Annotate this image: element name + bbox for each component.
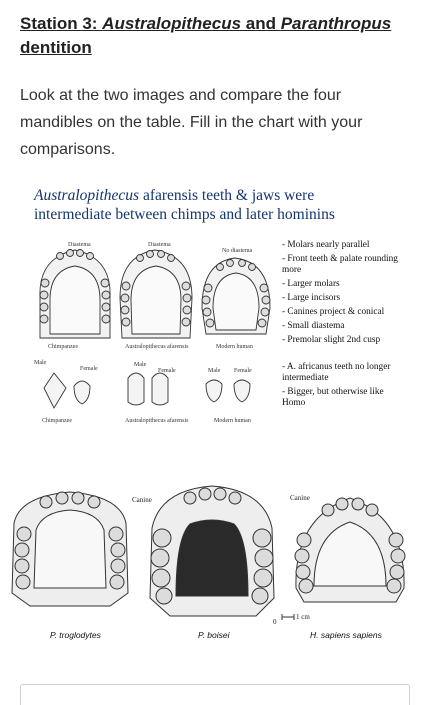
- title-text-2: and: [241, 14, 281, 33]
- label-female-3: Female: [234, 368, 252, 374]
- label-diastema-1: Diastema: [68, 242, 91, 248]
- palate-drawings: [30, 238, 282, 468]
- scale-bar: [282, 614, 294, 620]
- label-afarensis: Australopithecus afarensis: [125, 344, 189, 350]
- title-genus-2: Paranthropus: [280, 14, 392, 33]
- species-label-boisei: P. boisei: [198, 630, 230, 640]
- scale-zero: 0: [273, 618, 277, 626]
- afarensis-palate-drawing: [120, 250, 192, 338]
- label-chimpanzee: Chimpanzee: [48, 344, 78, 350]
- boisei-jaw-drawing: [150, 486, 274, 616]
- species-label-chimp: P. troglodytes: [50, 630, 101, 640]
- figure-title-genus: Australopithecus: [34, 187, 140, 204]
- canine-label-2: Canine: [290, 494, 310, 502]
- note-item: - Bigger, but otherwise like Homo: [282, 387, 384, 408]
- label-male-1: Male: [34, 360, 47, 366]
- note-item: - Large incisors: [282, 293, 341, 303]
- title-text-3: dentition: [20, 38, 92, 57]
- label-male-3: Male: [208, 368, 221, 374]
- label-modern-human: Modern human: [216, 344, 253, 350]
- mandible-drawings: [0, 478, 426, 628]
- figure-title-line2: intermediate between chimps and later hominins: [34, 206, 335, 223]
- chimp-jaw-drawing: [12, 492, 128, 606]
- label-female-2: Female: [158, 368, 176, 374]
- canine-label-1: Canine: [132, 496, 152, 504]
- chimp-palate-drawing: [40, 250, 110, 339]
- mandible-figure: [0, 478, 426, 653]
- scale-label: 1 cm: [296, 613, 310, 621]
- human-jaw-drawing: [295, 498, 405, 602]
- note-item: - Canines project & conical: [282, 307, 385, 317]
- comparison-figure: [24, 182, 404, 472]
- label-diastema-2: Diastema: [148, 242, 171, 248]
- label-female-1: Female: [80, 366, 98, 372]
- page-title: [20, 12, 410, 60]
- label-male-2: Male: [134, 362, 147, 368]
- note-item: - Premolar slight 2nd cusp: [282, 335, 381, 345]
- human-palate-drawing: [202, 258, 270, 334]
- title-text-1: Station 3:: [20, 14, 103, 33]
- note-item: - Molars nearly parallel: [282, 240, 370, 250]
- answer-box[interactable]: [20, 684, 410, 705]
- figure-title: [34, 186, 394, 224]
- note-item: - Larger molars: [282, 279, 340, 289]
- label-modern-human-2: Modern human: [214, 418, 251, 424]
- note-item: - Small diastema: [282, 321, 345, 331]
- title-genus-1: Australopithecus: [102, 14, 242, 33]
- note-item: - A. africanus teeth no longer intermediate: [282, 362, 391, 383]
- species-label-human: H. sapiens sapiens: [310, 630, 382, 640]
- note-item: - Front teeth & palate rounding more: [282, 254, 398, 275]
- instructions-text: Look at the two images and compare the four mandibles on the table. Fill in the chart with your comparisons.: [20, 87, 363, 158]
- label-no-diastema: No diastema: [222, 248, 253, 254]
- trait-notes: [282, 240, 406, 412]
- figure-title-rest: afarensis teeth & jaws were: [139, 187, 315, 204]
- label-afarensis-2: Australopithecus afarensis: [125, 418, 189, 424]
- canine-drawings: [44, 373, 250, 408]
- label-chimpanzee-2: Chimpanzee: [42, 418, 72, 424]
